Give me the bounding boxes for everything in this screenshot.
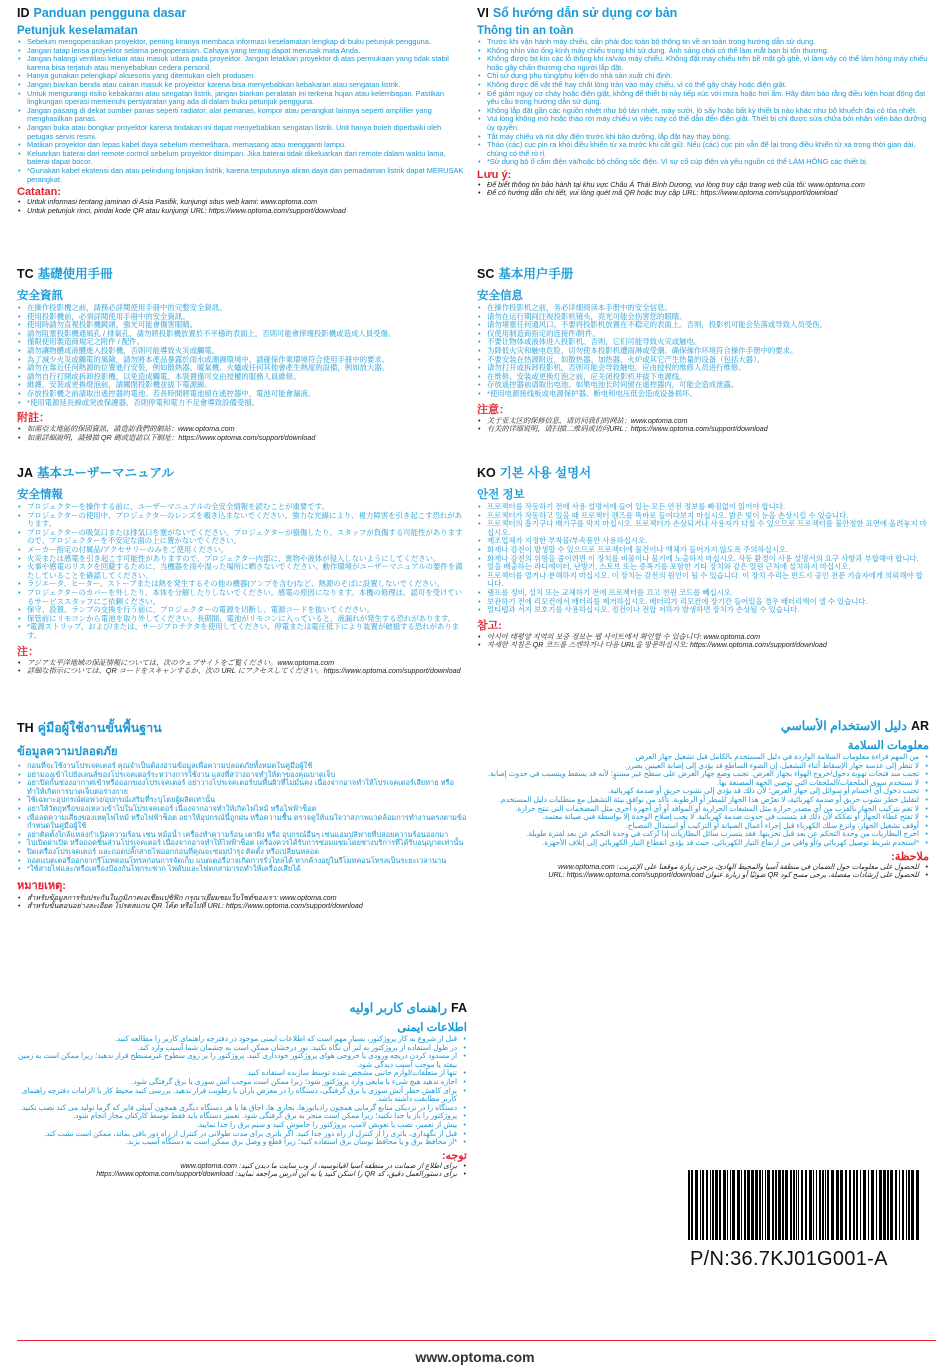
barcode-bar (730, 1170, 731, 1240)
barcode-bar (853, 1170, 855, 1240)
safety-item: • 请勿堵塞任何通风口。不要将投影机放置在不稳定的表面上。否则，投影机可能会坠落或导致人员受伤。 (477, 321, 929, 330)
note-heading: 附註： (17, 412, 50, 425)
section-title-text: 基本用户手册 (498, 267, 574, 281)
safety-list (17, 762, 467, 874)
safety-item: • Để giảm nguy cơ cháy hoặc điện giật, không để thiết bị này tiếp xúc với mưa hoặc hơi ẩm. Hãy đảm bảo rằng điều kiện hoạt động đạt yêu cầu trong hướng dẫn sử dụng. (477, 90, 929, 107)
safety-item: • 火事や感電のリスクを回避するために、当機器を雨や湿った場所に晒さないでください。動作環境がユーザーマニュアルの要件を満たしていることを確認してください。 (17, 563, 467, 580)
section-fa (17, 1000, 467, 1205)
section-title-text: Sổ hướng dẫn sử dụng cơ bản (492, 6, 678, 20)
footer-url: www.optoma.com (415, 1349, 535, 1365)
section-title-text: คู่มือผู้ใช้งานขั้นพื้นฐาน (37, 721, 162, 735)
note-item: • برای دستورالعمل دقیق، کد QR را اسکن کنید یا به این آدرس مراجعه نمایید: https://www.optoma.com/support/download (17, 1170, 467, 1178)
safety-item: • Jangan tatap lensa proyektor selama pengoperasian. Cahaya yang terang dapat merusak mata Anda. (17, 47, 467, 56)
note-item: • للحصول على إرشادات مفصلة، يرجى مسح كود QR ضوئيًا أو زيارة عنوان URL: https://www.optoma.com/support/download (477, 871, 929, 879)
note-item: • Để có hướng dẫn chi tiết, vui lòng quét mã QR hoặc truy cập URL: https://www.optoma.com/support/download (477, 189, 929, 197)
note-item: • 有关的详细说明，请扫描二维码或访问URL：https://www.optoma.com/support/download (477, 425, 929, 433)
safety-item: • 请勿在运行期间注视投影机镜头，亮光可能会伤害您的眼睛。 (477, 313, 929, 322)
safety-item: • لا تفتح غطاء الجهاز أو تفككه لأن ذلك قد يتسبب في حدوث صدمة كهربائية. لا يجب إصلاح الوحدة إلا بواسطة فني صيانة معتمد. (477, 813, 929, 822)
section-th (17, 718, 467, 996)
safety-item: • من المهم قراءة معلومات السلامة الواردة في دليل المستخدم بالكامل قبل تشغيل جهاز العرض. (477, 753, 929, 762)
barcode-bar (890, 1170, 893, 1240)
safety-item: • เพื่อลดความเสี่ยงของเหตุไฟไหม้ หรือไฟฟ้าช็อต อย่าให้อุปกรณ์นี้ถูกฝน หรือความชื้น ตรวจดูให้แน่ใจว่าสภาพแวดล้อมการทำงานตรงตามข้อกำหนดในคู่มือผู้ใช้ (17, 814, 467, 831)
section-code: ID (17, 6, 30, 20)
safety-item: • 不要安装在热源附近，如散热器、加热器、火炉或其它产生热量的设备（包括大器）。 (477, 356, 929, 365)
safety-item: • 請勿阻塞投影機通風孔 / 排氣孔，請勿將投影機放置於不平穩的表面上，否則可能會摔壞投影機或造成人員受傷。 (17, 330, 467, 339)
safety-item: • อย่าปิดกั้นช่องอากาศเข้าหรือออกของโปรเจคเตอร์ อย่าวางโปรเจคเตอร์บนพื้นผิวที่ไม่มั่นคง เนื่องจากอาจทำให้โปรเจคเตอร์เสียหาย หรือทำให้เกิดการบาดเจ็บต่อร่างกาย (17, 779, 467, 796)
safety-item: • อย่ามองเข้าไปยังเลนส์ของโปรเจคเตอร์ระหว่างการใช้งาน แสงที่สว่างอาจทำให้ตาของคุณบาดเจ็บ (17, 771, 467, 780)
section-title (477, 718, 929, 733)
safety-heading: 安全情報 (17, 489, 63, 501)
barcode-bar (796, 1170, 797, 1240)
barcode-bar (809, 1170, 812, 1240)
barcode-bar (798, 1170, 799, 1240)
section-ko (477, 463, 929, 701)
note-list (477, 863, 929, 880)
safety-item: • ถอดแบตเตอรี่ออกจากรีโมทคอนโทรลก่อนการจัดเก็บ แบตเตอรี่อาจเกิดการรั่วไหลได้ หากค้างอยู่ในรีโมทคอนโทรลเป็นระยะเวลานาน (17, 857, 467, 866)
barcode-bar (737, 1170, 740, 1240)
note-item: • 如需亞太地區的保固資訊，請造訪我們的網站：www.optoma.com (17, 425, 467, 433)
barcode-bar (744, 1170, 746, 1240)
note-item: • Untuk informasi tentang jaminan di Asia Pasifik, kunjungi situs web kami: www.optoma.com (17, 198, 467, 206)
barcode-bar (899, 1170, 900, 1240)
safety-item: • Tắt máy chiếu và rút dây điện trước khi bảo dưỡng, lắp đặt hay thay bóng. (477, 133, 929, 142)
safety-item: • اجازه ندهید هیچ شیء یا مایعی وارد پروژکتور شود؛ زیرا ممکن است موجب آتش سوزی یا برق گرفتگی شود. (17, 1078, 467, 1087)
barcode-bar (906, 1170, 907, 1240)
safety-item: • 프로젝터가 작동하고 있을 때 프로젝터 렌즈를 똑바로 들여다보지 마십시오. 밝은 빛이 눈을 손상시킬 수 있습니다. (477, 512, 929, 521)
note-heading: Lưu ý: (477, 168, 512, 181)
safety-heading: 安全資訊 (17, 290, 63, 302)
section-tc (17, 264, 467, 460)
barcode-bar (860, 1170, 861, 1240)
safety-item: • 为降低火灾和触电危险，切勿使本投影机遭雨淋或受潮。确保操作环境符合操作手册中的要求。 (477, 347, 929, 356)
safety-item: • 請勿自行打開或拆卸投影機，以免造成觸電。本裝置僅可交由授權的服務人員維修。 (17, 373, 467, 382)
safety-item: • پروژکتور را باز یا جدا نکنید؛ زیرا ممکن است منجر به برق گرفتگی شود. تعمیر دستگاه باید فقط توسط کارکنان مجاز انجام شود. (17, 1112, 467, 1121)
barcode-bar (822, 1170, 824, 1240)
safety-item: • Không được bịt kín các lỗ thông khí ra/vào máy chiếu. Không đặt máy chiếu trên bề mặt gồ ghề, vì làm vậy có thể làm hỏng máy chiếu hoặc gây chấn thương cho người lắp đặt. (477, 55, 929, 72)
section-title (477, 6, 929, 20)
safety-item: • Không nhìn vào ống kính máy chiếu trong khi sử dụng. Ánh sáng chói có thể làm mắt bạn bị tổn thương. (477, 47, 929, 56)
safety-item: • 在操作投影機之前，請務必詳閱使用手冊中的完整安全資訊。 (17, 304, 467, 313)
safety-item: • 為了減少火災或觸電的風險，請勿將本產品暴露於雨水或潮濕環境中。請確保作業環境符合使用手冊中的要求。 (17, 356, 467, 365)
safety-item: • *使用电源接线板或电源保护器。断电和电压低会造成设备损坏。 (477, 390, 929, 399)
safety-item: • プロジェクターの使用中、プロジェクターのレンズを覗き込まないでください。強力な光線により、視力障害を引き起こす恐れがあります。 (17, 512, 467, 529)
barcode-bar (831, 1170, 834, 1240)
safety-item: • أوقف تشغيل الجهاز، وانزع سلك الكهرباء قبل إجراء أعمال الصيانة أو التركيب أو استبدال المصباح. (477, 822, 929, 831)
barcode-bar (775, 1170, 777, 1240)
safety-item: • 멀티탭과 서지 보호기를 사용하십시오. 정전이나 전압 저하가 발생하면 장치가 손상될 수 있습니다. (477, 606, 929, 615)
section-title-text: دليل الاستخدام الأساسي (780, 719, 907, 733)
safety-item: • Sebelum mengoperasikan proyektor, penting kiranya membaca informasi keselamatan lengkap di buku petunjuk pengguna. (17, 38, 467, 47)
note-item: • สำหรับข้อมูลการรับประกันในภูมิภาคเอเชียแปซิฟิก กรุณาเยี่ยมชมเว็บไซต์ของเรา: www.optoma.com (17, 894, 467, 902)
safety-item: • پیش از تعمیر، نصب یا تعویض لامپ، پروژکتور را خاموش کنید و سیم برق را جدا نمایید. (17, 1121, 467, 1130)
safety-item: • 在操作投影机之前，务必详细阅读本手册中的安全信息。 (477, 304, 929, 313)
section-vi (477, 6, 929, 261)
part-number: P/N:36.7KJ01G001-A (690, 1248, 888, 1270)
safety-item: • 在维修、安装或更换灯泡之前，应关闭投影机并拔下电源线。 (477, 373, 929, 382)
safety-item: • ไปเปิดฝาเปิด หรือถอดชิ้นส่วนโปรเจคเตอร์ เนื่องจากอาจทำให้ไฟฟ้าช็อต เครื่องควรได้รับการซ่อมแซมโดยช่างบริการที่ได้รับอนุญาตเท่านั้น (17, 839, 467, 848)
safety-item: • از مسدود کردن دریچه ورودی یا خروجی هوای پروژکتور خودداری کنید. پروژکتور را بر روی سطوح غیرمسطح قرار ندهید؛ زیرا ممکن است به زمین بیفتد یا موجب آسیب دیدگی شود. (17, 1052, 467, 1069)
safety-item: • 使用投影機前，必須詳閱使用手冊中的安全資訊。 (17, 313, 467, 322)
barcode-bar (825, 1170, 826, 1240)
barcode-bar (719, 1170, 721, 1240)
safety-item: • 열을 배출하는 라디에이터, 난방기, 스토브 또는 증폭기를 포함한 기타 장치와 같은 열원 근처에 설치하지 마십시오. (477, 563, 929, 572)
section-title-text: 基本ユーザーマニュアル (36, 466, 174, 480)
barcode-bar (695, 1170, 698, 1240)
safety-item: • لا تنظر إلى عدسة جهاز الإسقاط أثناء التشغيل. إن الضوء الساطع قد يؤدي إلى إصابة العينين بضرر. (477, 762, 929, 771)
safety-item: • تجنب سد فتحات تهوية دخول/خروج الهواء بجهاز العرض. تجنب وضع جهاز العرض على سطح غير مستوٍ؛ لأنه قد يسقط ويتسبب في حدوث إصابة. (477, 770, 929, 779)
safety-item: • Chỉ sử dụng phụ tùng/phụ kiện do nhà sản xuất chỉ định. (477, 72, 929, 81)
safety-heading: ข้อมูลความปลอดภัย (17, 746, 118, 758)
safety-item: • メーカー指定の付属品/アクセサリーのみをご使用ください。 (17, 546, 467, 555)
note-item: • 아시아 태평양 지역의 보증 정보는 웹 사이트에서 확인할 수 있습니다: www.optoma.com (477, 633, 929, 641)
safety-item: • *使用電源延長線或突波保護器，否則停電和電力不足會導致設備受損。 (17, 399, 467, 408)
note-item: • 如需詳細說明，請掃描 QR 碼或造訪以下網址：https://www.optoma.com/support/download (17, 434, 467, 442)
barcode-bar (879, 1170, 882, 1240)
barcode-bar (836, 1170, 839, 1240)
barcode-bar (856, 1170, 858, 1240)
barcode (686, 1170, 922, 1240)
safety-item: • Matikan proyektor dan lepas kabel daya sebelum memelihara, memasang atau mengganti lampu. (17, 141, 467, 150)
safety-item: • ใช้เฉพาะอุปกรณ์ต่อพ่วง/อุปกรณ์เสริมที่ระบุโดยผู้ผลิตเท่านั้น (17, 796, 467, 805)
safety-list (17, 38, 467, 184)
barcode-bar (863, 1170, 866, 1240)
safety-item: • لا تقم بتركيب الجهاز بالقرب من أي مصدر حرارة مثل المشعات الحرارية أو المواقد أو أي أجهزة أخرى مثل المضخمات التي تنتج حرارة. (477, 805, 929, 814)
note-list (17, 198, 467, 215)
barcode-bar (723, 1170, 726, 1240)
safety-item: • *Sử dụng bộ ổ cắm điện và/hoặc bộ chống sốc điện. Vì sự cố cúp điện và yếu nguồn có thể LÀM HỎNG các thiết bị. (477, 158, 929, 167)
safety-item: • تجنب دخول أي أجسام أو سوائل إلى جهاز العرض؛ لأن ذلك قد يؤدي إلى نشوب حريق أو صدمة كهربائية. (477, 787, 929, 796)
safety-item: • در طول استفاده از پروژکتور به لنز آن نگاه نکنید. نور درخشان ممکن است به چشمان شما آسیب وارد کند. (17, 1044, 467, 1053)
note-heading: 注意： (477, 403, 510, 416)
barcode-bar (845, 1170, 847, 1240)
safety-item: • قبل از نگهداری، باتری را از کنترل از راه دور جدا کنید. اگر باتری برای مدت طولانی در کنترل از راه دور باقی بماند، ممکن است نشت کند. (17, 1130, 467, 1139)
section-ja (17, 463, 467, 715)
safety-heading: معلومات السلامة (847, 740, 929, 752)
barcode-bar (827, 1170, 829, 1240)
footer-divider (17, 1340, 936, 1341)
safety-heading: Thông tin an toàn (477, 25, 574, 37)
safety-item: • プロジェクターの吸気口または排気口を塞がないでください。プロジェクターが損傷したり、スタッフが負傷する可能性がありますので、プロジェクターを不安定な面の上に置かないでください。 (17, 529, 467, 546)
note-list (477, 633, 929, 650)
section-title-text: 기본 사용 설명서 (499, 466, 592, 480)
section-title (17, 264, 467, 282)
barcode-bar (793, 1170, 795, 1240)
barcode-bar (876, 1170, 877, 1240)
barcode-bar (712, 1170, 714, 1240)
safety-item: • 화재나 감전의 위험을 줄이려면 이 장치를 비물이나 물기에 노출하지 마십시오. 작동 환경이 사용 설명서의 요구 사항과 부합해야 합니다. (477, 555, 929, 564)
barcode-bar (706, 1170, 708, 1240)
barcode-bar (887, 1170, 889, 1240)
barcode-bar (883, 1170, 886, 1240)
barcode-bar (868, 1170, 869, 1240)
safety-item: • Vui lòng không mở hoặc tháo rời máy chiếu vì việc này có thể dẫn đến điện giật. Thiết bị chỉ được sửa chữa bởi nhân viên bảo dưỡng ủy quyền. (477, 115, 929, 132)
safety-item: • Jangan biarkan benda atau cairan masuk ke proyektor karena bisa menyebabkan kebakaran atau sengatan listrik. (17, 81, 467, 90)
safety-item: • Keluarkan baterai dari remote control sebelum proyektor disimpan. Jika baterai tidak dikeluarkan dari remote dalam waktu lama, baterai dapat bocor. (17, 150, 467, 167)
section-code: VI (477, 6, 489, 20)
barcode-bar (805, 1170, 807, 1240)
safety-item: • 프로젝터를 열거나 분해하지 마십시오. 이 장치는 감전의 원인이 될 수 있습니다. 이 장치 수리는 반드시 공인 전문 기술자에게 의뢰해야 합니다. (477, 572, 929, 589)
safety-list (17, 1035, 467, 1147)
safety-item: • プロジェクターを操作する前に、ユーザーマニュアルの全安全情報を読むことが重要です。 (17, 503, 467, 512)
safety-item: • ラジエータ、ヒーター、ストーブまたは熱を発生するその他の機器(アンプを含む)など、熱源のそばに設置しないでください。 (17, 580, 467, 589)
safety-item: • ก่อนที่จะใช้งานโปรเจคเตอร์ คุณจำเป็นต้องอ่านข้อมูลเพื่อความปลอดภัยทั้งหมดในคู่มือผู้ใช้ (17, 762, 467, 771)
note-item: • للحصول على معلومات حول الضمان في منطقة آسيا والمحيط الهادئ، يرجى زيارة موقعنا على الإنترنت: www.optoma.com (477, 863, 929, 871)
safety-item: • 維護、安裝或更換燈泡前，請關閉投影機並拔下電源線。 (17, 381, 467, 390)
safety-item: • Jangan pasang di dekat sumber panas seperti radiator, alat pemanas, kompor atau perangkat lainnya seperti amplifier yang menghasilkan panas. (17, 107, 467, 124)
safety-item: • *ใช้สายไฟและ/หรือเครื่องป้องกันไฟกระชาก ไฟดับและไฟตกสามารถทำให้เครื่องเสียได้ (17, 865, 467, 874)
safety-item: • دستگاه را در نزدیکی منابع گرمایی همچون رادیاتورها، بخاری ها، اجاق ها یا هر دستگاه دیگری همچون آمپلی فایر که گرما تولید می کند نصب نکنید. (17, 1104, 467, 1113)
barcode-bar (759, 1170, 761, 1240)
section-code: FA (451, 1001, 467, 1015)
note-item: • Để biết thông tin bảo hành tại khu vực Châu Á Thái Bình Dương, vui lòng truy cập trang web của tôi: www.optoma.com (477, 181, 929, 189)
safety-item: • اخرج البطاريات من وحدة التحكم عن بعد قبل تخزينها. فقد يتسرب سائل البطاريات إذا تُركت في وحدة التحكم عن بعد لفترة طويلة. (477, 830, 929, 839)
note-item: • สำหรับขั้นตอนอย่างละเอียด โปรดสแกน QR โค้ด หรือไปที่ URL: https://www.optoma.com/support/download (17, 902, 467, 910)
barcode-bar (767, 1170, 770, 1240)
note-item: • 자세한 지침은 QR 코드를 스캔하거나 다음 URL을 방문하십시오: https://www.optoma.com/support/download (477, 641, 929, 649)
note-heading: ملاحظة: (891, 850, 929, 863)
safety-item: • 保管前にリモコンから電池を取り外してください。長期間、電池がリモコンに入っていると、液漏れが発生する恐れがあります。 (17, 615, 467, 624)
note-item: • アジア太平洋地域の保証情報については、次のウェブサイトをご覧ください。www.optoma.com (17, 659, 467, 667)
section-ar (477, 718, 929, 998)
barcode-bar (801, 1170, 803, 1240)
safety-item: • Trước khi vận hành máy chiếu, cần phải đọc toàn bộ thông tin về an toàn trong hướng dẫn sử dụng. (477, 38, 929, 47)
section-code: TH (17, 721, 34, 735)
safety-item: • لتقليل خطر نشوب حريق أو صدمة كهربائية، لا تعرّض هذا الجهاز للمطر أو الرطوبة. تأكد من توافق بيئة التشغيل مع متطلبات دليل المستخدم. (477, 796, 929, 805)
barcode-bar (849, 1170, 851, 1240)
section-code: SC (477, 267, 495, 281)
safety-item: • ปิดเครื่องโปรเจคเตอร์ และถอดปลั๊กสายไฟออกก่อนที่คุณจะซ่อมบำรุง ติดตั้ง หรือเปลี่ยนหลอด (17, 848, 467, 857)
section-title (17, 718, 467, 738)
safety-item: • 제조업체가 지정한 부착물/부속품만 사용하십시오. (477, 537, 929, 546)
safety-item: • Jangan buka atau bongkar proyektor karena tindakan ini dapat menyebabkan sengatan listrik. Unit hanya boleh diperbaiki oleh petugas servis resmi. (17, 124, 467, 141)
safety-list (477, 503, 929, 615)
safety-list (477, 304, 929, 399)
section-title (17, 1000, 467, 1015)
barcode-bar (840, 1170, 843, 1240)
safety-item: • 僅限使用製造商規定之附件 / 配件。 (17, 338, 467, 347)
section-title-text: Panduan pengguna dasar (33, 6, 187, 20)
barcode-bar (751, 1170, 754, 1240)
safety-item: • 使用時請勿直視投影機鏡頭，強光可能會傷害眼睛。 (17, 321, 467, 330)
note-heading: 참고: (477, 619, 502, 632)
safety-heading: 안전 정보 (477, 489, 525, 501)
barcode-bar (741, 1170, 742, 1240)
section-title (17, 6, 467, 20)
safety-heading: اطلاعات ایمنی (397, 1022, 467, 1034)
safety-item: • プロジェクターのカバーを外したり、本体を分解したりしないでください。感電の原因になります。本機の修理は、認可を受けているサービススタッフにご依頼ください。 (17, 589, 467, 606)
safety-item: • 프로젝터의 흡기구나 배기구를 막지 마십시오. 프로젝터가 손상되거나 사용자가 다칠 수 있으므로 프로젝터를 불안정한 표면에 올려놓지 마십시오. (477, 520, 929, 537)
barcode-bar (702, 1170, 704, 1240)
note-list (17, 659, 467, 676)
safety-item: • لا تستخدم سوى الملحقات/الملحقات التي توصي الجهة المصنعة بها. (477, 779, 929, 788)
safety-item: • 不要让物体或液体进入投影机。否则，它们可能导致火灾或触电。 (477, 338, 929, 347)
barcode-bar (908, 1170, 910, 1240)
barcode-bar (755, 1170, 758, 1240)
safety-item: • 存放投影機之前請取出遙控器的電池。若長時間將電池留在遙控器中，電池可能會漏液。 (17, 390, 467, 399)
safety-heading: Petunjuk keselamatan (17, 25, 138, 37)
barcode-bar (710, 1170, 711, 1240)
safety-list (477, 38, 929, 167)
safety-item: • برای کاهش خطر آتش سوزی یا برق گرفتگی، دستگاه را در معرض باران یا رطوبت قرار ندهید. بررسی کنید محیط کار با الزامات دفترچه راهنمای کاربر مطابقت داشته باشد. (17, 1087, 467, 1104)
safety-item: • 램프를 정비, 설치 또는 교체하기 전에 프로젝터를 끄고 전원 코드를 빼십시오. (477, 589, 929, 598)
section-title (477, 463, 929, 481)
note-heading: توجه: (441, 1149, 467, 1162)
barcode-bar (819, 1170, 821, 1240)
barcode-bar (785, 1170, 788, 1240)
safety-heading: 安全信息 (477, 290, 523, 302)
barcode-bar (765, 1170, 766, 1240)
safety-item: • Không được để vật thể hay chất lỏng tràn vào máy chiếu, vì có thể gây cháy hoặc điện giật. (477, 81, 929, 90)
barcode-bar (871, 1170, 874, 1240)
barcode-bar (688, 1170, 690, 1240)
barcode-bar (911, 1170, 914, 1240)
note-item: • 詳細な指示については、QR コードをスキャンするか、次の URL にアクセスしてください。https://www.optoma.com/support/download (17, 667, 467, 675)
safety-list (17, 503, 467, 641)
safety-item: • *電源ストリップ、および/または、サージプロテクタを使用してください。停電または電圧低下により装置が破損する恐れがあります。 (17, 623, 467, 640)
section-title (477, 264, 929, 282)
barcode-bar (895, 1170, 897, 1240)
section-code: JA (17, 466, 33, 480)
safety-item: • 請勿讓物體或液體進入投影機，否則可能導致火災或觸電。 (17, 347, 467, 356)
note-list (17, 894, 467, 911)
note-heading: Catatan: (17, 186, 62, 199)
safety-list (17, 304, 467, 407)
section-sc (477, 264, 929, 460)
barcode-bar (700, 1170, 701, 1240)
safety-item: • تنها از متعلقات/لوازم جانبی مشخص شده توسط سازنده استفاده کنید. (17, 1069, 467, 1078)
safety-item: • 화재나 감전이 발생할 수 있으므로 프로젝터에 물건이나 액체가 들어가지 않도록 주의하십시오. (477, 546, 929, 555)
section-code: TC (17, 267, 34, 281)
section-title-text: راهنمای کاربر اولیه (349, 1001, 448, 1015)
section-title-text: 基礎使用手冊 (37, 267, 113, 281)
safety-item: • อย่าติดตั้งใกล้แหล่งกำเนิดความร้อน เช่น หม้อน้ำ เครื่องทำความร้อน เตาผิง หรือ อุปกรณ์อื่นๆ เช่นแอมปลิฟายที่ปล่อยความร้อนออกมา (17, 831, 467, 840)
note-list (477, 181, 929, 198)
safety-item: • อย่าให้วัตถุหรือของเหลวเข้าไปในโปรเจคเตอร์ เนื่องจากอาจทำให้เกิดไฟไหม้ หรือไฟฟ้าช็อต (17, 805, 467, 814)
note-heading: หมายเหตุ: (17, 879, 66, 892)
barcode-bar (715, 1170, 718, 1240)
safety-item: • 保守、設置、ランプの交換を行う前に、プロジェクターの電源を切断し、電源コードを抜いてください。 (17, 606, 467, 615)
note-item: • 关于亚太区的保修信息，请访问我们的网站：www.optoma.com (477, 417, 929, 425)
barcode-bar (816, 1170, 817, 1240)
barcode-bar (691, 1170, 693, 1240)
barcode-bar (916, 1170, 919, 1240)
section-id (17, 6, 467, 261)
note-list (477, 417, 929, 434)
safety-item: • Hanya gunakan pelengkap/ aksesoris yang ditentukan oleh produsen. (17, 72, 467, 81)
safety-item: • 프로젝터를 작동하기 전에 사용 설명서에 들어 있는 모든 안전 정보를 빠짐없이 읽어야 합니다. (477, 503, 929, 512)
safety-item: • Tháo (các) cục pin ra khỏi điều khiển từ xa trước khi cất giữ. Nếu (các) cục pin vẫn để lại trong điều khiển từ xa trong thời gian dài, chúng có thể rò rỉ. (477, 141, 929, 158)
note-item: • Untuk petunjuk rinci, pindai kode QR atau kunjungi URL: https://www.optoma.com/support/download (17, 207, 467, 215)
safety-item: • 請勿在靠近任何熱源的位置進行安裝，例如散熱器、暖氣機、火爐或任何其他會產生熱度的設備，例如放大器。 (17, 364, 467, 373)
barcode-bar (727, 1170, 728, 1240)
safety-item: • *استخدم شريط توصيل كهربائي و/أو واقي من ارتفاع التيار الكهربائي، حيث قد يؤدي انقطاع التيار الكهربائي إلى إتلاف الأجهزة. (477, 839, 929, 848)
safety-list (477, 753, 929, 848)
safety-item: • Không lắp đặt gần các nguồn nhiệt như bộ tản nhiệt, máy sưởi, lò sấy hoặc bất kỳ thiết bị nào khác như bộ khuếch đại có tỏa nhiệt. (477, 107, 929, 116)
section-code: KO (477, 466, 496, 480)
barcode-bar (782, 1170, 784, 1240)
barcode-bar (790, 1170, 792, 1240)
barcode-bar (813, 1170, 814, 1240)
note-heading: 注： (17, 645, 39, 658)
safety-item: • 存放遥控器前请取出电池。如果电池长时间留在遥控器内，可能会造成泄露。 (477, 381, 929, 390)
safety-item: • Untuk mengurangi risiko kebakaran atau sengatan listrik, jangan biarkan peralatan ini terkena hujan atau kelembapan. Pastikan lingkungan operasi memenuhi persyaratan yang ada di dalam buku petunjuk pengguna. (17, 90, 467, 107)
note-list (17, 1162, 467, 1179)
safety-item: • 仅使用制造商指定的连接件/附件。 (477, 330, 929, 339)
barcode-bar (747, 1170, 750, 1240)
barcode-bar (732, 1170, 735, 1240)
barcode-bar (772, 1170, 774, 1240)
safety-item: • *Gunakan kabel ekstensi dan atau pelindung lonjakan listrik, karena terputusnya aliran daya dan pemadaman listrik dapat MERUSAK perangkat. (17, 167, 467, 184)
section-code: AR (910, 719, 929, 733)
note-list (17, 425, 467, 442)
section-title (17, 463, 467, 481)
barcode-bar (778, 1170, 781, 1240)
safety-item: • قبل از شروع به کار پروژکتور، بسیار مهم است که اطلاعات ایمنی موجود در دفترچه راهنمای کاربر را مطالعه کنید. (17, 1035, 467, 1044)
safety-item: • Jangan halangi ventilasi keluar atau masuk udara pada proyektor. Jangan letakkan proyektor di atas permukaan yang tidak stabil karena bisa terjatuh atau menyebabkan cedera personil. (17, 55, 467, 72)
barcode-bar (762, 1170, 763, 1240)
note-item: • برای اطلاع از ضمانت در منطقه آسیا اقیانوسیه، از وب سایت ما دیدن کنید: www.optoma.com (17, 1162, 467, 1170)
safety-item: • 보관하기 전에 리모컨에서 배터리를 제거하십시오. 배터리가 리모컨에 장기간 들어있을 경우 배터리액이 샐 수 있습니다. (477, 598, 929, 607)
safety-item: • *از محافظ برق و یا محافظ نوسان برق استفاده کنید؛ زیرا قطع و وصل برق ممکن است به دستگاه آسیب بزند. (17, 1138, 467, 1147)
safety-item: • 请勿打开或拆卸投影机，否则可能会导致触电。应由授权的维修人员进行维修。 (477, 364, 929, 373)
safety-item: • 火災または感電を引き起こす可能性がありますので、プロジェクター内部に、異物や液体が侵入しないようにしてください。 (17, 555, 467, 564)
barcode-bar (902, 1170, 904, 1240)
